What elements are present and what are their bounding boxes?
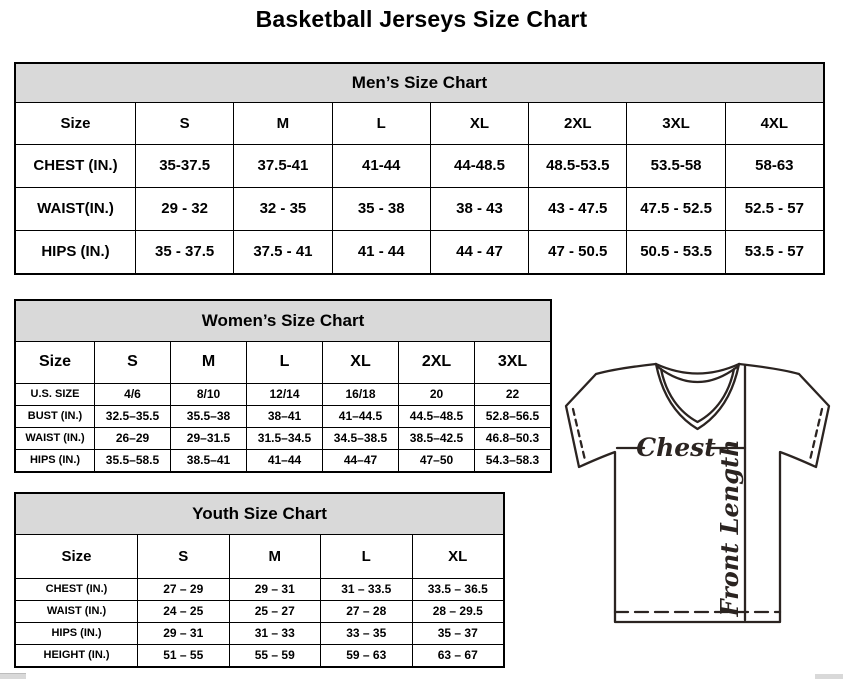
womens-chart-title: Women’s Size Chart bbox=[16, 301, 550, 341]
row-label-cell: WAIST(IN.) bbox=[37, 200, 114, 218]
table-cell: 63 – 67 bbox=[412, 645, 504, 666]
table-cell: 44.5–48.5 bbox=[398, 406, 474, 427]
column-header-cell: L bbox=[332, 103, 430, 144]
table-row bbox=[16, 187, 823, 230]
cropped-ui-fragment-left bbox=[0, 673, 26, 679]
table-row bbox=[16, 449, 550, 471]
table-cell: 25 – 27 bbox=[229, 601, 321, 622]
table-row bbox=[16, 230, 823, 273]
table-cell: 38.5–41 bbox=[170, 450, 246, 471]
mens-table-body bbox=[16, 102, 823, 273]
column-header-cell: 3XL bbox=[626, 103, 724, 144]
row-label-cell: WAIST (IN.) bbox=[25, 431, 85, 444]
table-cell: 29 - 32 bbox=[135, 188, 233, 230]
column-header-cell: S bbox=[135, 103, 233, 144]
table-cell: 35.5–38 bbox=[170, 406, 246, 427]
table-cell: 46.8–50.3 bbox=[474, 428, 550, 449]
row-label-cell: WAIST (IN.) bbox=[46, 604, 107, 617]
table-cell: 32.5–35.5 bbox=[94, 406, 170, 427]
table-cell: 48.5-53.5 bbox=[528, 145, 626, 187]
column-header-cell: XL bbox=[322, 342, 398, 383]
table-cell: 38.5–42.5 bbox=[398, 428, 474, 449]
column-header-cell: M bbox=[233, 103, 331, 144]
column-header-cell: L bbox=[320, 535, 412, 578]
size-header-cell: Size bbox=[60, 114, 91, 132]
table-cell: 8/10 bbox=[170, 384, 246, 405]
table-cell: 35 – 37 bbox=[412, 623, 504, 644]
chest-label: Chest bbox=[636, 433, 716, 462]
table-cell: 27 – 29 bbox=[137, 579, 229, 600]
table-cell: 50.5 - 53.5 bbox=[626, 231, 724, 273]
table-row bbox=[16, 644, 503, 666]
row-label-cell: CHEST (IN.) bbox=[33, 157, 118, 175]
table-cell: 58-63 bbox=[725, 145, 823, 187]
table-header-row bbox=[16, 102, 823, 144]
table-cell: 31.5–34.5 bbox=[246, 428, 322, 449]
column-header-cell: M bbox=[229, 535, 321, 578]
row-label-cell: U.S. SIZE bbox=[30, 387, 80, 400]
table-cell: 47 - 50.5 bbox=[528, 231, 626, 273]
table-cell: 37.5 - 41 bbox=[233, 231, 331, 273]
row-label-cell: HIPS (IN.) bbox=[29, 453, 81, 466]
table-cell: 20 bbox=[398, 384, 474, 405]
table-cell: 35-37.5 bbox=[135, 145, 233, 187]
table-cell: 4/6 bbox=[94, 384, 170, 405]
table-cell: 59 – 63 bbox=[320, 645, 412, 666]
womens-size-chart-table bbox=[14, 299, 552, 473]
table-cell: 41-44 bbox=[332, 145, 430, 187]
cropped-ui-fragment-right bbox=[815, 674, 843, 679]
table-cell: 24 – 25 bbox=[137, 601, 229, 622]
column-header-cell: 2XL bbox=[528, 103, 626, 144]
table-cell: 29 – 31 bbox=[137, 623, 229, 644]
column-header-cell: M bbox=[170, 342, 246, 383]
youth-chart-title: Youth Size Chart bbox=[16, 494, 503, 534]
table-cell: 32 - 35 bbox=[233, 188, 331, 230]
column-header-cell: XL bbox=[430, 103, 528, 144]
table-cell: 41–44.5 bbox=[322, 406, 398, 427]
size-header-cell: Size bbox=[38, 353, 71, 371]
table-cell: 31 – 33.5 bbox=[320, 579, 412, 600]
mens-chart-title: Men’s Size Chart bbox=[16, 64, 823, 102]
row-label-cell: HIPS (IN.) bbox=[41, 243, 110, 261]
table-cell: 53.5 - 57 bbox=[725, 231, 823, 273]
table-cell: 26–29 bbox=[94, 428, 170, 449]
table-header-row bbox=[16, 341, 550, 383]
table-row bbox=[16, 600, 503, 622]
table-cell: 35 - 38 bbox=[332, 188, 430, 230]
table-cell: 41–44 bbox=[246, 450, 322, 471]
jersey-measurement-diagram bbox=[556, 356, 840, 632]
table-row bbox=[16, 578, 503, 600]
table-cell: 12/14 bbox=[246, 384, 322, 405]
column-header-cell: S bbox=[137, 535, 229, 578]
table-cell: 38 - 43 bbox=[430, 188, 528, 230]
row-label-cell: HIPS (IN.) bbox=[51, 626, 102, 639]
table-header-row bbox=[16, 534, 503, 578]
table-cell: 54.3–58.3 bbox=[474, 450, 550, 471]
table-cell: 22 bbox=[474, 384, 550, 405]
table-cell: 33 – 35 bbox=[320, 623, 412, 644]
front-length-label: Front Length bbox=[715, 439, 744, 617]
table-cell: 55 – 59 bbox=[229, 645, 321, 666]
size-header-cell: Size bbox=[61, 547, 92, 565]
table-cell: 43 - 47.5 bbox=[528, 188, 626, 230]
table-cell: 53.5-58 bbox=[626, 145, 724, 187]
table-cell: 51 – 55 bbox=[137, 645, 229, 666]
table-cell: 44 - 47 bbox=[430, 231, 528, 273]
youth-table-body bbox=[16, 534, 503, 666]
table-cell: 35.5–58.5 bbox=[94, 450, 170, 471]
table-cell: 52.8–56.5 bbox=[474, 406, 550, 427]
table-cell: 44-48.5 bbox=[430, 145, 528, 187]
table-cell: 31 – 33 bbox=[229, 623, 321, 644]
table-row bbox=[16, 427, 550, 449]
table-cell: 47.5 - 52.5 bbox=[626, 188, 724, 230]
table-cell: 29–31.5 bbox=[170, 428, 246, 449]
womens-table-body bbox=[16, 341, 550, 471]
table-cell: 29 – 31 bbox=[229, 579, 321, 600]
table-cell: 37.5-41 bbox=[233, 145, 331, 187]
table-cell: 33.5 – 36.5 bbox=[412, 579, 504, 600]
table-row bbox=[16, 405, 550, 427]
table-cell: 47–50 bbox=[398, 450, 474, 471]
column-header-cell: 3XL bbox=[474, 342, 550, 383]
table-cell: 44–47 bbox=[322, 450, 398, 471]
collar-back-seam bbox=[656, 364, 739, 374]
table-row bbox=[16, 383, 550, 405]
table-cell: 16/18 bbox=[322, 384, 398, 405]
youth-size-chart-table bbox=[14, 492, 505, 668]
column-header-cell: 4XL bbox=[725, 103, 823, 144]
table-cell: 35 - 37.5 bbox=[135, 231, 233, 273]
column-header-cell: 2XL bbox=[398, 342, 474, 383]
column-header-cell: L bbox=[246, 342, 322, 383]
row-label-cell: BUST (IN.) bbox=[27, 409, 83, 422]
column-header-cell: XL bbox=[412, 535, 504, 578]
row-label-cell: CHEST (IN.) bbox=[45, 582, 108, 595]
row-label-cell: HEIGHT (IN.) bbox=[43, 648, 110, 661]
table-cell: 38–41 bbox=[246, 406, 322, 427]
table-cell: 41 - 44 bbox=[332, 231, 430, 273]
page-title: Basketball Jerseys Size Chart bbox=[255, 6, 588, 32]
table-cell: 52.5 - 57 bbox=[725, 188, 823, 230]
table-cell: 28 – 29.5 bbox=[412, 601, 504, 622]
table-row bbox=[16, 622, 503, 644]
mens-size-chart-table bbox=[14, 62, 825, 275]
table-cell: 27 – 28 bbox=[320, 601, 412, 622]
table-cell: 34.5–38.5 bbox=[322, 428, 398, 449]
jersey-outline bbox=[566, 364, 829, 622]
table-row bbox=[16, 144, 823, 187]
column-header-cell: S bbox=[94, 342, 170, 383]
